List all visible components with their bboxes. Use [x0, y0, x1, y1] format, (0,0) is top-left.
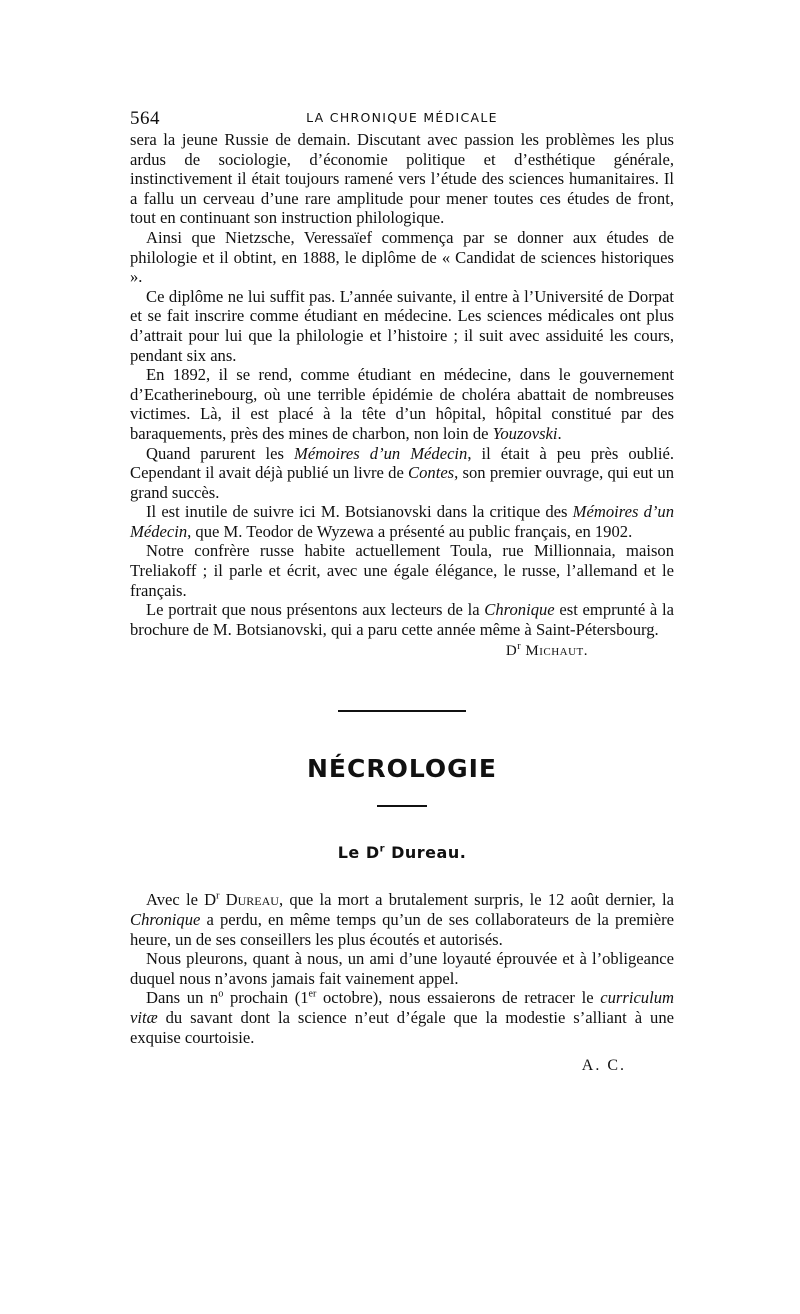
- signature-sup: r: [517, 641, 522, 653]
- italic-text: Chronique: [130, 910, 201, 930]
- text-run: Nous pleurons, quant à nous, un ami d’une loyauté éprouvée et à l’obligeance duquel nous n’avons jamais fait vainement appel.: [130, 949, 674, 988]
- superscript: o: [218, 988, 224, 1000]
- paragraph: [130, 988, 674, 1047]
- text-run: Ainsi que Nietzsche, Veressaïef commença par se donner aux études de philologie et il obtint, en 1888, le diplôme de « Candidat de sciences historiques ».: [130, 227, 674, 287]
- signature-prefix: D: [505, 643, 518, 660]
- text-run: a perdu, en même temps qu’un de ses collaborateurs de la première heure, un de ses conseillers les plus écoutés et autorisés.: [130, 910, 674, 949]
- text-run: octobre), nous essaierons de retracer le: [316, 988, 601, 1008]
- text-run: du savant dont la science n’eut d’égale que la modestie s’alliant à une exquise courtoisie.: [130, 1008, 674, 1047]
- text-run: , son premier ouvrage, qui eut un grand succès.: [130, 463, 674, 502]
- title-rule: [377, 805, 427, 807]
- italic-text: Mémoires d’un Médecin: [130, 502, 674, 541]
- separator-rule: [338, 710, 466, 712]
- italic-text: Contes: [408, 463, 455, 483]
- text-run: Notre confrère russe habite actuellement Toula, rue Millionnaia, maison Treliakoff ; il parle et écrit, avec une égale élégance, le russe, l’allemand et le français.: [130, 541, 674, 600]
- text-run: Le portrait que nous présentons aux lecteurs de la: [146, 600, 485, 620]
- text-run: Dureau: [225, 890, 279, 910]
- text-run: Il est inutile de suivre ici M. Botsianovski dans la critique des: [146, 502, 573, 522]
- signature: [130, 643, 674, 660]
- subtitle-before: Le D: [337, 843, 380, 863]
- obituary-body: [130, 890, 674, 1047]
- paragraph: [130, 444, 674, 503]
- subtitle-sup: r: [379, 844, 386, 856]
- text-run: est emprunté à la brochure de M. Botsianovski, qui a paru cette année même à Saint-Pétersbourg.: [130, 600, 674, 639]
- obituary-subtitle: [130, 843, 674, 862]
- text-run: Avec le D: [146, 890, 217, 910]
- text-run: , que M. Teodor de Wyzewa a présenté au public français, en 1902.: [187, 521, 633, 541]
- paragraph: [130, 502, 674, 541]
- signature-name: Michaut.: [525, 643, 588, 660]
- text-run: Dans un n: [146, 988, 219, 1008]
- text-run: , que la mort a brutalement surpris, le 12 août dernier, la: [278, 890, 674, 910]
- article-body: [130, 130, 674, 639]
- paragraph: [130, 365, 674, 443]
- running-header: [130, 108, 674, 130]
- text-run: prochain (1: [223, 988, 309, 1008]
- paragraph: [130, 287, 674, 365]
- italic-text: Mémoires d’un Médecin: [294, 443, 468, 463]
- subtitle-after: Dureau.: [385, 843, 467, 863]
- paragraph: [130, 541, 674, 600]
- page: [130, 108, 674, 1075]
- author-initials: A. C.: [581, 1057, 626, 1075]
- running-title: LA CHRONIQUE MÉDICALE: [306, 110, 498, 125]
- italic-text: Youzovski: [492, 423, 558, 443]
- italic-text: curriculum vitæ: [130, 988, 674, 1027]
- text-run: sera la jeune Russie de demain. Discutant avec passion les problèmes les plus ardus de sociologie, d’économie politique et d’esthétique générale, instinctivement il était toujours ramené vers l’étude des sciences humanitaires. Il a fallu un cerveau d’une rare amplitude pour mener toutes ces études de front, tout en continuant son instruction philologique.: [130, 130, 674, 228]
- page-number: 564: [130, 108, 160, 129]
- paragraph: [130, 130, 674, 228]
- paragraph: [130, 949, 674, 988]
- superscript: er: [308, 988, 317, 1000]
- paragraph: [130, 890, 674, 949]
- text-run: , il était à peu près oublié. Cependant il avait déjà publié un livre de: [130, 443, 674, 483]
- italic-text: Chronique: [484, 600, 555, 620]
- text-run: Ce diplôme ne lui suffit pas. L’année suivante, il entre à l’Université de Dorpat et se fait inscrire comme étudiant en médecine. Les sciences médicales ont plus d’attrait pour lui que la philologie et l’histoire ; il suit avec assiduité les cours, pendant six ans.: [130, 286, 674, 365]
- paragraph: [130, 228, 674, 287]
- superscript: r: [216, 890, 220, 902]
- section-title: NÉCROLOGIE: [306, 754, 498, 784]
- text-run: .: [557, 423, 562, 443]
- text-run: Quand parurent les: [146, 443, 295, 463]
- paragraph: [130, 600, 674, 639]
- text-run: En 1892, il se rend, comme étudiant en médecine, dans le gouvernement d’Ecatherinebourg, où une terrible épidémie de choléra abattait de nombreuses victimes. Là, il est placé à la tête d’un hôpital, hôpital constitué par des baraquements, près des mines de charbon, non loin de: [130, 365, 674, 443]
